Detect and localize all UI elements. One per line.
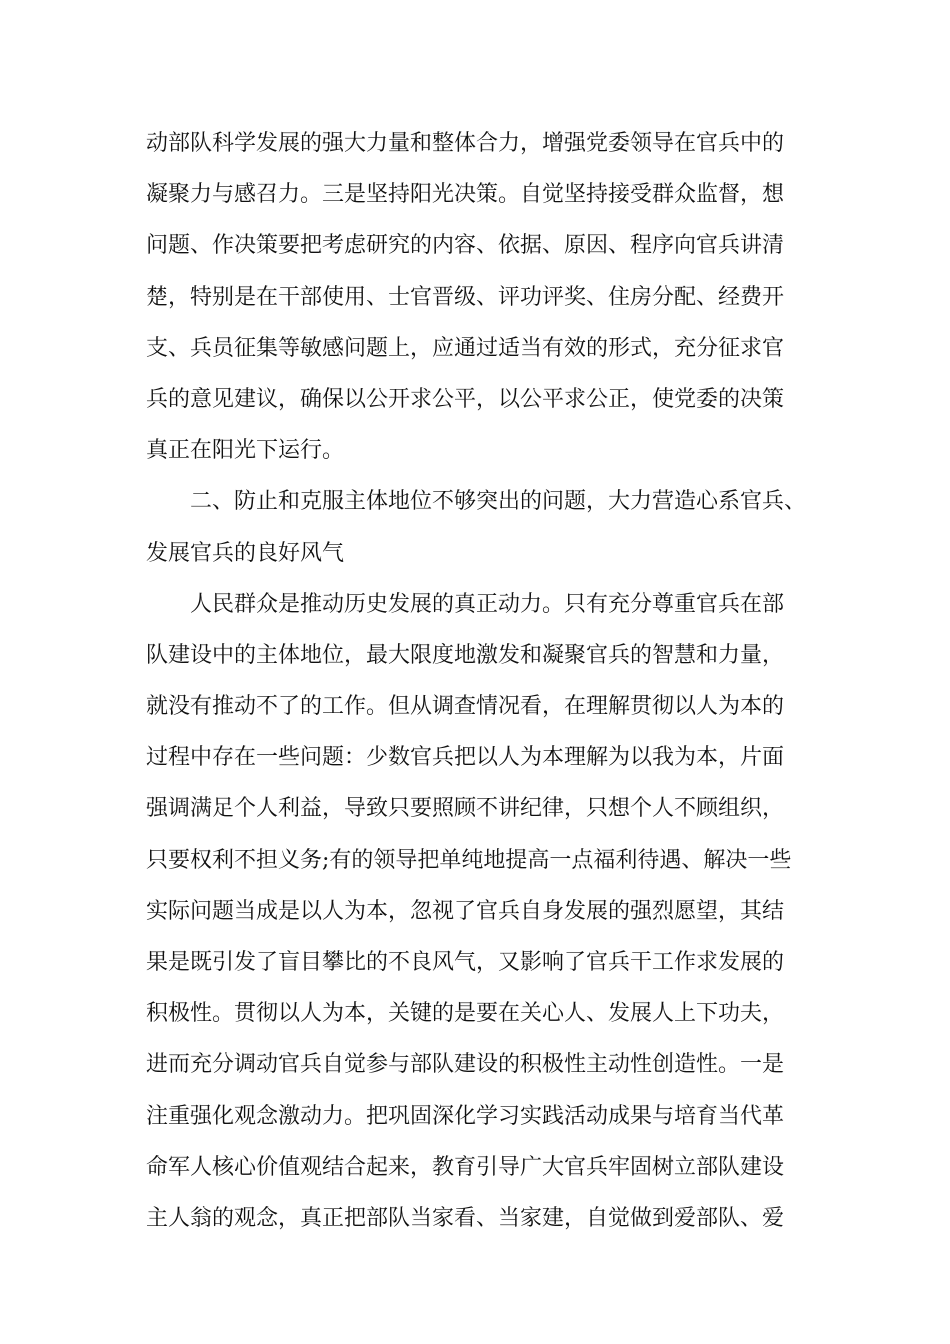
text-line: 支、兵员征集等敏感问题上，应通过适当有效的形式，充分征求官 bbox=[146, 335, 785, 361]
text-line: 就没有推动不了的工作。但从调查情况看，在理解贯彻以人为本的 bbox=[146, 694, 785, 720]
text-line: 凝聚力与感召力。三是坚持阳光决策。自觉坚持接受群众监督，想 bbox=[146, 182, 785, 208]
text-line: 过程中存在一些问题：少数官兵把以人为本理解为以我为本，片面 bbox=[146, 745, 785, 771]
text-line: 只要权利不担义务;有的领导把单纯地提高一点福利待遇、解决一些 bbox=[146, 847, 792, 873]
text-line: 注重强化观念激动力。把巩固深化学习实践活动成果与培育当代革 bbox=[146, 1103, 785, 1129]
text-line: 兵的意见建议，确保以公开求公平，以公平求公正，使党委的决策 bbox=[146, 386, 785, 412]
text-line: 队建设中的主体地位，最大限度地激发和凝聚官兵的智慧和力量， bbox=[146, 642, 785, 668]
text-line: 果是既引发了盲目攀比的不良风气，又影响了官兵干工作求发展的 bbox=[146, 950, 785, 975]
text-line: 二、防止和克服主体地位不够突出的问题，大力营造心系官兵、 bbox=[190, 489, 807, 515]
text-line: 进而充分调动官兵自觉参与部队建设的积极性主动性创造性。一是 bbox=[146, 1052, 785, 1078]
text-line: 问题、作决策要把考虑研究的内容、依据、原因、程序向官兵讲清 bbox=[146, 233, 785, 259]
text-line: 积极性。贯彻以人为本，关键的是要在关心人、发展人上下功夫， bbox=[146, 1001, 785, 1027]
text-line: 人民群众是推动历史发展的真正动力。只有充分尊重官兵在部 bbox=[190, 591, 785, 617]
text-line: 动部队科学发展的强大力量和整体合力，增强党委领导在官兵中的 bbox=[146, 131, 785, 156]
text-line: 实际问题当成是以人为本，忽视了官兵自身发展的强烈愿望，其结 bbox=[146, 898, 785, 924]
text-line: 楚，特别是在干部使用、士官晋级、评功评奖、住房分配、经费开 bbox=[146, 284, 785, 310]
text-line: 命军人核心价值观结合起来，教育引导广大官兵牢固树立部队建设 bbox=[146, 1154, 785, 1180]
document-body bbox=[146, 118, 826, 1244]
text-line: 主人翁的观念，真正把部队当家看、当家建，自觉做到爱部队、爱 bbox=[146, 1205, 785, 1231]
text-line: 真正在阳光下运行。 bbox=[146, 438, 345, 464]
text-line: 发展官兵的良好风气 bbox=[146, 540, 345, 566]
text-line: 强调满足个人利益，导致只要照顾不讲纪律，只想个人不顾组织， bbox=[146, 796, 785, 822]
